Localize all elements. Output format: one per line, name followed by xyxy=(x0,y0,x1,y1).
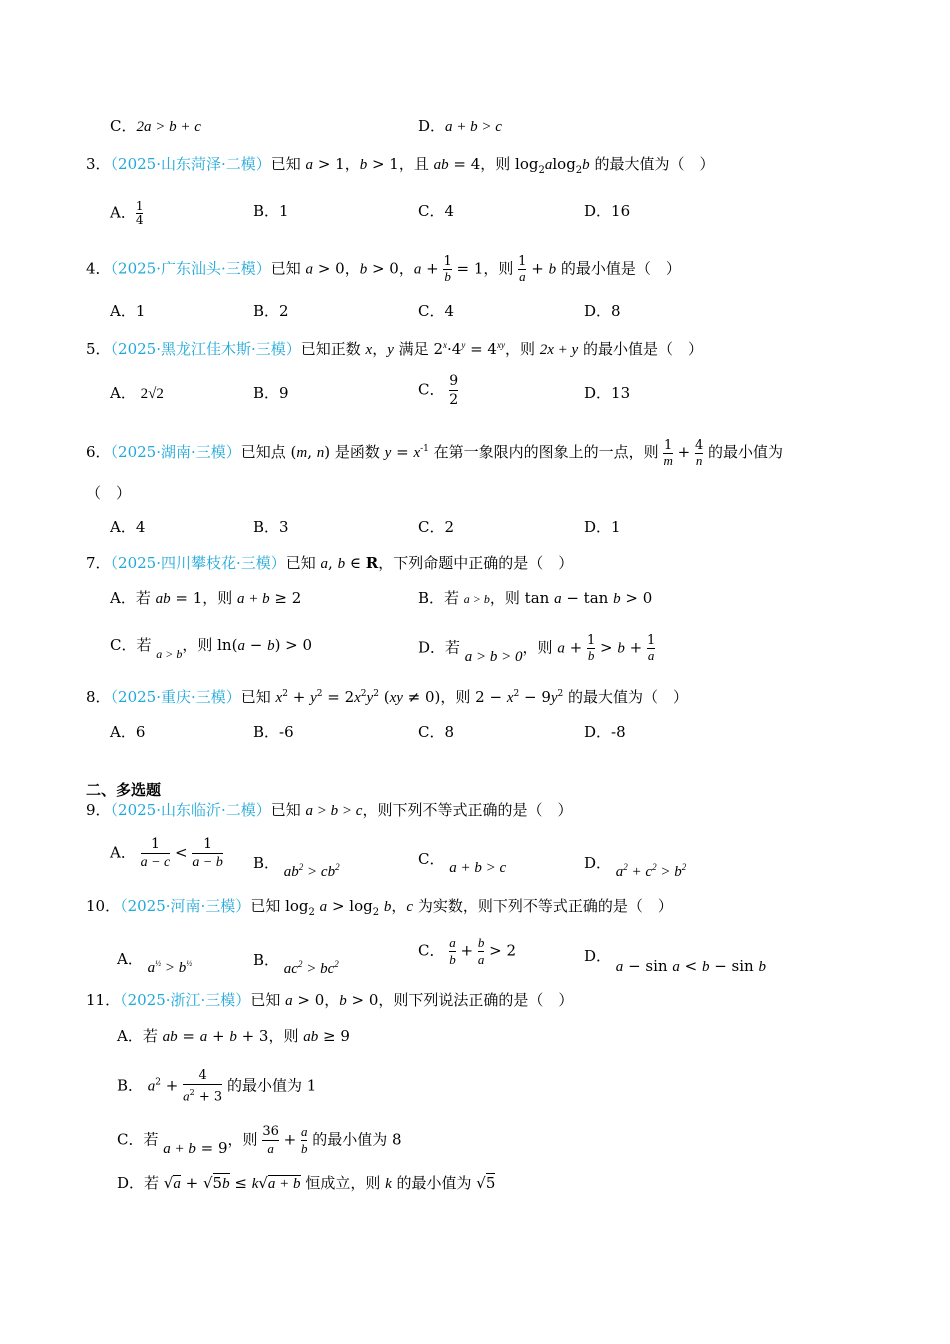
q10-option-c: C． $\frac{a}{b}$ + $\frac{b}{a}$ > 2 xyxy=(418,935,517,967)
q2-option-d: D．a + b > c xyxy=(418,117,502,135)
q11-option-a: A．若 ab = a + b + 3，则 ab ≥ 9 xyxy=(117,1027,350,1045)
q4-option-a: A．1 xyxy=(110,302,146,320)
q9-option-d: D． $a^2 + c^2 > b^2$ xyxy=(584,854,687,880)
q8-option-b: B．-6 xyxy=(253,723,294,741)
q5-option-b: B．9 xyxy=(253,384,289,402)
question-6: 6．（2025·湖南·三模）已知点 (m, n) 是函数 $y = x^{-1}$ 在第一象限内的图象上的一点，则 $\frac{1}{m}$ + $\frac{4}{n}$ 的最小值为 xyxy=(86,437,784,468)
question-8: 8．（2025·重庆·三模）已知 $x^2 + y^2 = 2x^2y^2$ (xy ≠ 0)，则 $2 - x^2 - 9y^2$ 的最大值为（ ） xyxy=(86,688,689,706)
q7-option-d: D．若 a > b > 0，则 a + $\frac{1}{b}$ > b + $\frac{1}{a}$ xyxy=(418,633,656,665)
q8-option-d: D．-8 xyxy=(584,723,626,741)
q8-option-a: A．6 xyxy=(110,723,146,741)
q7-option-b: B．若 a > b，则 tan a − tan b > 0 xyxy=(418,589,653,607)
question-7: 7．（2025·四川攀枝花·三模）已知 a, b ∈ R，下列命题中正确的是（ ） xyxy=(86,554,574,572)
q5-option-c: C． $\frac{9}{2}$ xyxy=(418,373,459,408)
q6-option-c: C．2 xyxy=(418,518,455,536)
q5-option-a: A． 2√2 xyxy=(110,384,164,402)
q11-option-b: B． $a^2$ + $\frac{4}{a^2 + 3}$ 的最小值为 1 xyxy=(117,1068,317,1105)
q9-option-b: B． $ab^2 > cb^2$ xyxy=(253,854,340,880)
q2-option-c: C．2a > b + c xyxy=(110,117,201,135)
q11-option-d: D．若 √a + √5b ≤ k√a + b 恒成立，则 k 的最小值为 √5 xyxy=(117,1174,496,1192)
q6-option-a: A．4 xyxy=(110,518,146,536)
q3-option-a: A． $\frac{1}{4}$ xyxy=(110,199,144,227)
q3-option-b: B．1 xyxy=(253,202,289,220)
q7-option-c: C．若 $_{a > b}$，则 ln(a − b) > 0 xyxy=(110,636,313,661)
q4-option-b: B．2 xyxy=(253,302,289,320)
q3-option-c: C．4 xyxy=(418,202,455,220)
question-11: 11．（2025·浙江·三模）已知 a > 0，b > 0，则下列说法正确的是（ ） xyxy=(86,991,574,1009)
q8-option-c: C．8 xyxy=(418,723,455,741)
q6-option-b: B．3 xyxy=(253,518,289,536)
q6-option-d: D．1 xyxy=(584,518,621,536)
q4-option-c: C．4 xyxy=(418,302,455,320)
q4-option-d: D．8 xyxy=(584,302,621,320)
q10-option-b: B． $ac^2 > bc^2$ xyxy=(253,951,339,977)
question-5: 5．（2025·黑龙江佳木斯·三模）已知正数 x，y 满足 $2^x\cdot 4^y = 4^{xy}$，则 2x + y 的最小值是（ ） xyxy=(86,340,703,358)
question-6-continuation: （ ） xyxy=(86,484,132,502)
q9-option-c: C． a + b > c xyxy=(418,850,507,876)
q9-option-a: A． $\frac{1}{a - c}$ < $\frac{1}{a - b}$ xyxy=(110,836,223,870)
q11-option-c: C．若 a + b = 9，则 $\frac{36}{a}$ + $\frac{a}{b}$ 的最小值为 8 xyxy=(117,1124,402,1157)
question-9: 9．（2025·山东临沂·二模）已知 a > b > c，则下列不等式正确的是（ ） xyxy=(86,801,573,819)
q10-option-a: A． $a^{\frac{1}{2}} > b^{\frac{1}{2}}$ xyxy=(117,950,193,976)
q10-option-d: D． a − sin a < b − sin b xyxy=(584,947,766,975)
q3-option-d: D．16 xyxy=(584,202,631,220)
q7-option-a: A．若 ab = 1，则 a + b ≥ 2 xyxy=(110,589,302,607)
question-10: 10．（2025·河南·三模）已知 $\log_2 a > \log_2 b$，c 为实数，则下列不等式正确的是（ ） xyxy=(86,897,673,918)
q5-option-d: D．13 xyxy=(584,384,631,402)
section-title: 二、多选题 xyxy=(86,781,162,799)
question-3: 3．（2025·山东菏泽·二模）已知 a > 1，b > 1，且 ab = 4，则 $\log_2alog_2b$ 的最大值为（ ） xyxy=(86,155,715,176)
question-4: 4．（2025·广东汕头·三模）已知 a > 0，b > 0，a + $\frac{1}{b}$ = 1，则 $\frac{1}{a}$ + b 的最小值是（ ） xyxy=(86,254,681,284)
